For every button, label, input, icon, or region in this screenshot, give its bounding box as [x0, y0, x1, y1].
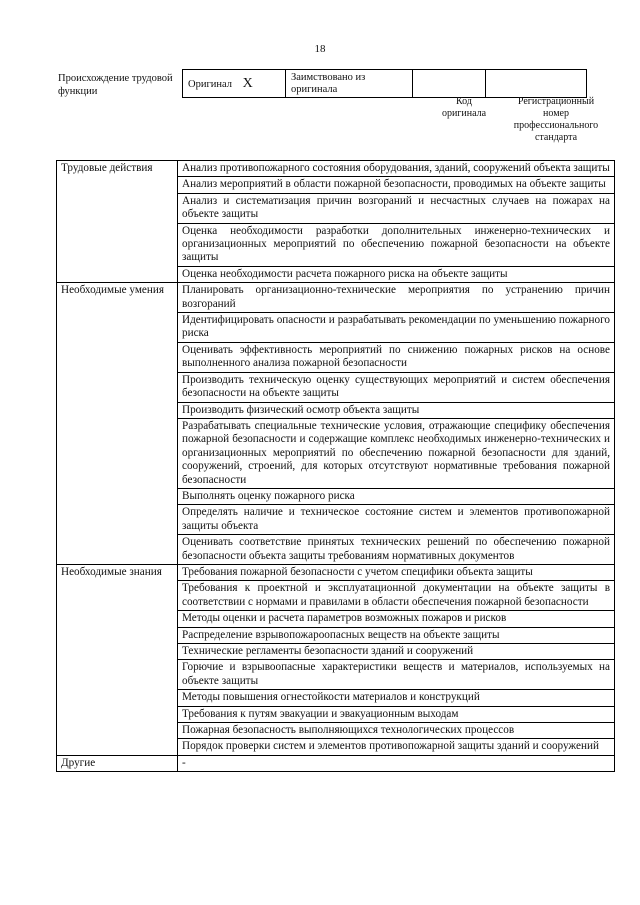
section-item: Методы повышения огнестойкости материалов и конструкций — [178, 690, 615, 706]
section-item: Методы оценки и расчета параметров возможных пожаров и рисков — [178, 611, 615, 627]
section-item: Определять наличие и техническое состояние систем и элементов противопожарной защиты объекта — [178, 505, 615, 535]
section-item: Выполнять оценку пожарного риска — [178, 488, 615, 504]
section-title: Трудовые действия — [57, 161, 178, 283]
section-item: Производить техническую оценку существующих мероприятий и систем обеспечения безопасности на объекте защиты — [178, 372, 615, 402]
table-row — [57, 564, 615, 580]
section-item: Планировать организационно-технические мероприятия по устранению причин возгораний — [178, 283, 615, 313]
section-item: Требования пожарной безопасности с учетом специфики объекта защиты — [178, 564, 615, 580]
section-item: Горючие и взрывоопасные характеристики веществ и материалов, используемых на объекте защиты — [178, 660, 615, 690]
section-item: Требования к проектной и эксплуатационной документации на объекте защиты в соответствии с нормами и правилами в области обеспечения пожарной безопасности — [178, 581, 615, 611]
section-title: Другие — [57, 755, 178, 771]
table-row — [57, 755, 615, 771]
section-item: Оценивать эффективность мероприятий по снижению пожарных рисков на основе выполненного анализа пожарной безопасности — [178, 342, 615, 372]
section-item: Распределение взрывопожароопасных веществ на объекте защиты — [178, 627, 615, 643]
reg-number-caption: Регистрационный номер профессионального стандарта — [513, 96, 599, 143]
borrowed-label: Заимствовано из оригинала — [286, 70, 413, 98]
section-item: Анализ противопожарного состояния оборудования, зданий, сооружений объекта защиты — [178, 161, 615, 177]
origin-table — [182, 69, 587, 98]
section-item: Порядок проверки систем и элементов противопожарной защиты зданий и сооружений — [178, 739, 615, 755]
labor-function-table — [56, 160, 615, 772]
section-item: Производить физический осмотр объекта защиты — [178, 402, 615, 418]
original-mark: X — [242, 75, 253, 91]
section-item: Требования к путям эвакуации и эвакуационным выходам — [178, 706, 615, 722]
section-item: Оценка необходимости разработки дополнительных инженерно-технических и организационных мероприятий по обеспечению пожарной безопасности на объекте защиты — [178, 223, 615, 266]
original-cell — [183, 70, 286, 98]
origin-label: Происхождение трудовой функции — [58, 73, 173, 97]
section-item: Разрабатывать специальные технические условия, отражающие специфику обеспечения пожарной безопасности и содержащие комплекс необходимых инженерно-технических и организационных мероприятий по обеспечению пожарной безопасности для зданий, сооружений, строений, для которых отсутствуют нормативные требования пожарной безопасности — [178, 418, 615, 488]
original-label: Оригинал — [188, 78, 232, 90]
section-title: Необходимые знания — [57, 564, 178, 755]
section-item: Анализ мероприятий в области пожарной безопасности, проводимых на объекте защиты — [178, 177, 615, 193]
section-title: Необходимые умения — [57, 283, 178, 565]
section-item: Пожарная безопасность выполняющихся технологических процессов — [178, 723, 615, 739]
table-row — [57, 161, 615, 177]
section-item: Идентифицировать опасности и разрабатывать рекомендации по уменьшению пожарного риска — [178, 313, 615, 343]
table-row — [57, 283, 615, 313]
reg-number-cell — [486, 70, 587, 98]
section-item: - — [178, 755, 615, 771]
section-item: Анализ и систематизация причин возгораний и несчастных случаев на пожарах на объекте защиты — [178, 193, 615, 223]
code-cell — [413, 70, 486, 98]
section-item: Оценивать соответствие принятых технических решений по обеспечению пожарной безопасности объекта защиты требованиям нормативных документов — [178, 535, 615, 565]
code-caption: Код оригинала — [441, 96, 487, 119]
page-number: 18 — [314, 43, 326, 55]
section-item: Технические регламенты безопасности зданий и сооружений — [178, 644, 615, 660]
section-item: Оценка необходимости расчета пожарного риска на объекте защиты — [178, 266, 615, 282]
